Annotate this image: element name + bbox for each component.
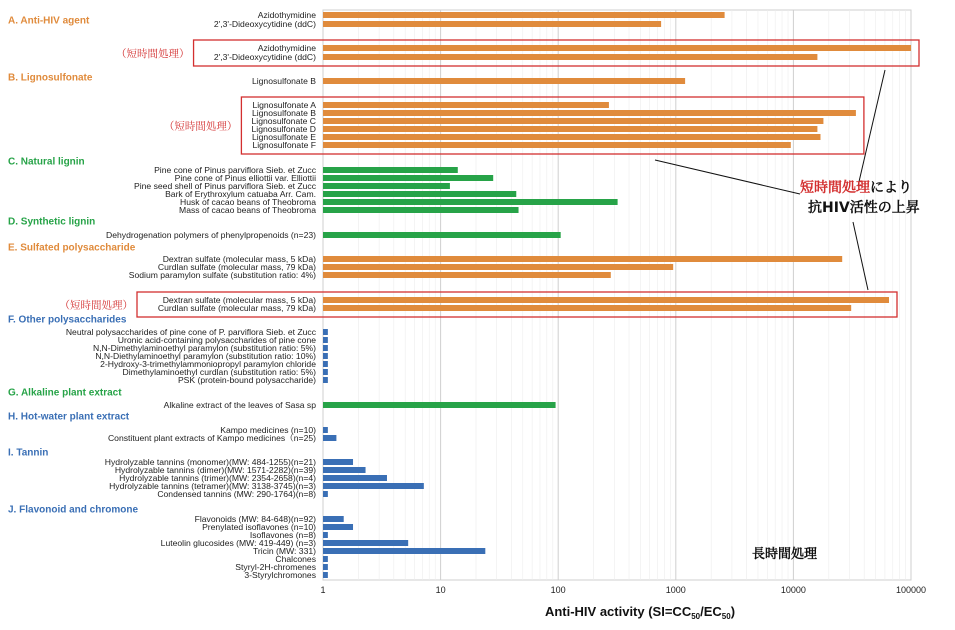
- category-label: Isoflavones (n=8): [249, 530, 316, 540]
- group-title: G. Alkaline plant extract: [8, 387, 122, 399]
- category-label: Pine cone of Pinus parviflora Sieb. et Zucc: [154, 165, 316, 175]
- category-label: Uronic acid-containing polysaccharides of pine cone: [117, 335, 316, 345]
- category-label: Dehydrogenation polymers of phenylpropenoids (n=23): [106, 230, 316, 240]
- x-tick-label: 10000: [780, 585, 806, 595]
- category-label: Styryl-2H-chromenes: [235, 562, 316, 572]
- category-label: Tricin (MW: 331): [252, 546, 316, 556]
- category-label: Dextran sulfate (molecular mass, 5 kDa): [162, 254, 316, 264]
- bar: [323, 345, 328, 351]
- category-label: Neutral polysaccharides of pine cone of P. parviflora Sieb. et Zucc: [65, 327, 316, 337]
- category-label: Lignosulfonate E: [251, 132, 316, 142]
- bar: [323, 207, 519, 213]
- category-label: Curdlan sulfate (molecular mass, 79 kDa): [157, 303, 316, 313]
- group-title: E. Sulfated polysaccharide: [8, 242, 136, 254]
- callout-text-line2: 抗HIV活性の上昇: [808, 200, 920, 216]
- bar: [323, 134, 821, 140]
- category-labels: [66, 10, 317, 580]
- bar: [323, 183, 450, 189]
- bar: [323, 191, 516, 197]
- bar: [323, 297, 889, 303]
- x-axis-label: Anti-HIV activity $(SI=CC_{50}/EC_{50})$: [544, 604, 736, 621]
- group-title: F. Other polysaccharides: [8, 314, 127, 326]
- category-label: N,N-Dimethylaminoethyl paramylon (substitution ratio: 5%): [92, 343, 316, 353]
- category-label: N,N-Diethylaminoethyl paramylon (substitution ratio: 10%): [95, 351, 316, 361]
- bar: [323, 491, 328, 497]
- category-label: Bark of Erythroxylum catuaba Arr. Cam.: [165, 189, 316, 199]
- bar: [323, 402, 556, 408]
- category-label: Flavonoids (MW: 84-648)(n=92): [194, 514, 316, 524]
- bar: [323, 435, 336, 441]
- bar: [323, 199, 618, 205]
- x-tick-label: 100000: [895, 585, 927, 595]
- group-title: D. Synthetic lignin: [8, 216, 96, 228]
- bar: [323, 572, 328, 578]
- category-label: Curdlan sulfate (molecular mass, 79 kDa): [157, 262, 316, 272]
- x-tick-label: 10: [435, 585, 446, 595]
- category-label: Luteolin glucosides (MW: 419-449) (n=3): [160, 538, 316, 548]
- category-label: 2-Hydroxy-3-trimethylammoniopropyl paramylon chloride: [100, 359, 316, 369]
- short-treatment-label: （短時間処理）: [163, 120, 238, 133]
- bar: [323, 475, 387, 481]
- category-label: Lignosulfonate F: [252, 140, 316, 150]
- category-label: Hydrolyzable tannins (monomer)(MW: 484-1255)(n=21): [104, 457, 316, 467]
- short-treatment-label: （短時間処理）: [116, 48, 190, 60]
- category-label: 2',3'-Dideoxycytidine (ddC): [213, 19, 316, 29]
- x-tick-label: 1: [320, 585, 326, 595]
- category-label: Hydrolyzable tannins (trimer)(MW: 2354-2658)(n=4): [119, 473, 316, 483]
- category-label: Lignosulfonate A: [252, 100, 316, 110]
- category-label: PSK (protein-bound polysaccharide): [177, 375, 316, 385]
- x-tick-labels: [320, 585, 926, 595]
- category-label: Constituent plant extracts of Kampo medicines（n=25): [107, 433, 316, 443]
- short-treatment-label: （短時間処理）: [59, 299, 133, 312]
- category-label: Alkaline extract of the leaves of Sasa sp: [163, 400, 316, 410]
- bar: [323, 548, 485, 554]
- group-title: C. Natural lignin: [8, 156, 85, 168]
- x-tick-label: 100: [550, 585, 566, 595]
- category-label: Prenylated isoflavones (n=10): [202, 522, 316, 532]
- bar: [323, 232, 561, 238]
- plot-frame: [323, 10, 911, 580]
- category-label: Sodium paramylon sulfate (substitution ratio: 4%): [128, 270, 316, 280]
- bar: [323, 305, 851, 311]
- group-title: A. Anti-HIV agent: [8, 15, 90, 27]
- bar: [323, 524, 353, 530]
- bar: [323, 21, 661, 27]
- category-label: Dextran sulfate (molecular mass, 5 kDa): [162, 295, 316, 305]
- bar: [323, 264, 673, 270]
- category-label: Hydrolyzable tannins (tetramer)(MW: 3138-3745)(n=3): [109, 481, 316, 491]
- category-label: Lignosulfonate D: [251, 124, 316, 134]
- category-label: Lignosulfonate C: [251, 116, 316, 126]
- bar: [323, 459, 353, 465]
- category-label: Condensed tannins (MW: 290-1764)(n=8): [157, 489, 316, 499]
- category-label: Chalcones: [275, 554, 316, 564]
- category-label: Pine seed shell of Pinus parviflora Sieb. et Zucc: [134, 181, 316, 191]
- bar: [323, 369, 328, 375]
- bar: [323, 483, 424, 489]
- bar: [323, 12, 725, 18]
- bar: [323, 102, 609, 108]
- category-label: Azidothymidine: [257, 10, 316, 20]
- category-label: Lignosulfonate B: [251, 108, 316, 118]
- bar: [323, 45, 911, 51]
- bar: [323, 427, 328, 433]
- category-label: Azidothymidine: [257, 43, 316, 53]
- callout-line-b: [655, 160, 800, 194]
- group-title: H. Hot-water plant extract: [8, 411, 130, 423]
- bar: [323, 256, 842, 262]
- category-label: 3-Styrylchromones: [244, 570, 316, 580]
- group-title: I. Tannin: [8, 447, 49, 459]
- bar: [323, 118, 823, 124]
- bar: [323, 110, 856, 116]
- callout-text-line1: 短時間処理により: [800, 180, 912, 196]
- bar: [323, 361, 328, 367]
- bar: [323, 175, 493, 181]
- category-label: Kampo medicines (n=10): [220, 425, 316, 435]
- bar: [323, 377, 328, 383]
- category-label: Husk of cacao beans of Theobroma: [180, 197, 316, 207]
- group-title: J. Flavonoid and chromone: [8, 504, 139, 516]
- category-label: Hydrolyzable tannins (dimer)(MW: 1571-2282)(n=39): [114, 465, 316, 475]
- long-treatment-label: 長時間処理: [752, 547, 818, 562]
- category-label: Pine cone of Pinus elliottii var. Elliottii: [174, 173, 316, 183]
- bar: [323, 272, 611, 278]
- bar: [323, 142, 791, 148]
- grid-lines: [323, 10, 911, 580]
- bar: [323, 532, 328, 538]
- bar: [323, 54, 817, 60]
- bar: [323, 467, 366, 473]
- category-label: Lignosulfonate B: [251, 76, 316, 86]
- bar: [323, 78, 685, 84]
- callout-line-c: [853, 222, 868, 290]
- bar: [323, 337, 328, 343]
- callout-line-a: [858, 70, 885, 186]
- x-tick-label: 1000: [665, 585, 686, 595]
- category-label: 2',3'-Dideoxycytidine (ddC): [213, 52, 316, 62]
- bar: [323, 556, 328, 562]
- category-label: Dimethylaminoethyl curdlan (substitution ratio: 5%): [122, 367, 316, 377]
- bar: [323, 126, 817, 132]
- bar: [323, 167, 458, 173]
- group-title: B. Lignosulfonate: [8, 72, 93, 84]
- category-label: Mass of cacao beans of Theobroma: [179, 205, 316, 215]
- bar: [323, 353, 328, 359]
- bar: [323, 540, 408, 546]
- bar: [323, 329, 328, 335]
- bar: [323, 564, 328, 570]
- bar: [323, 516, 344, 522]
